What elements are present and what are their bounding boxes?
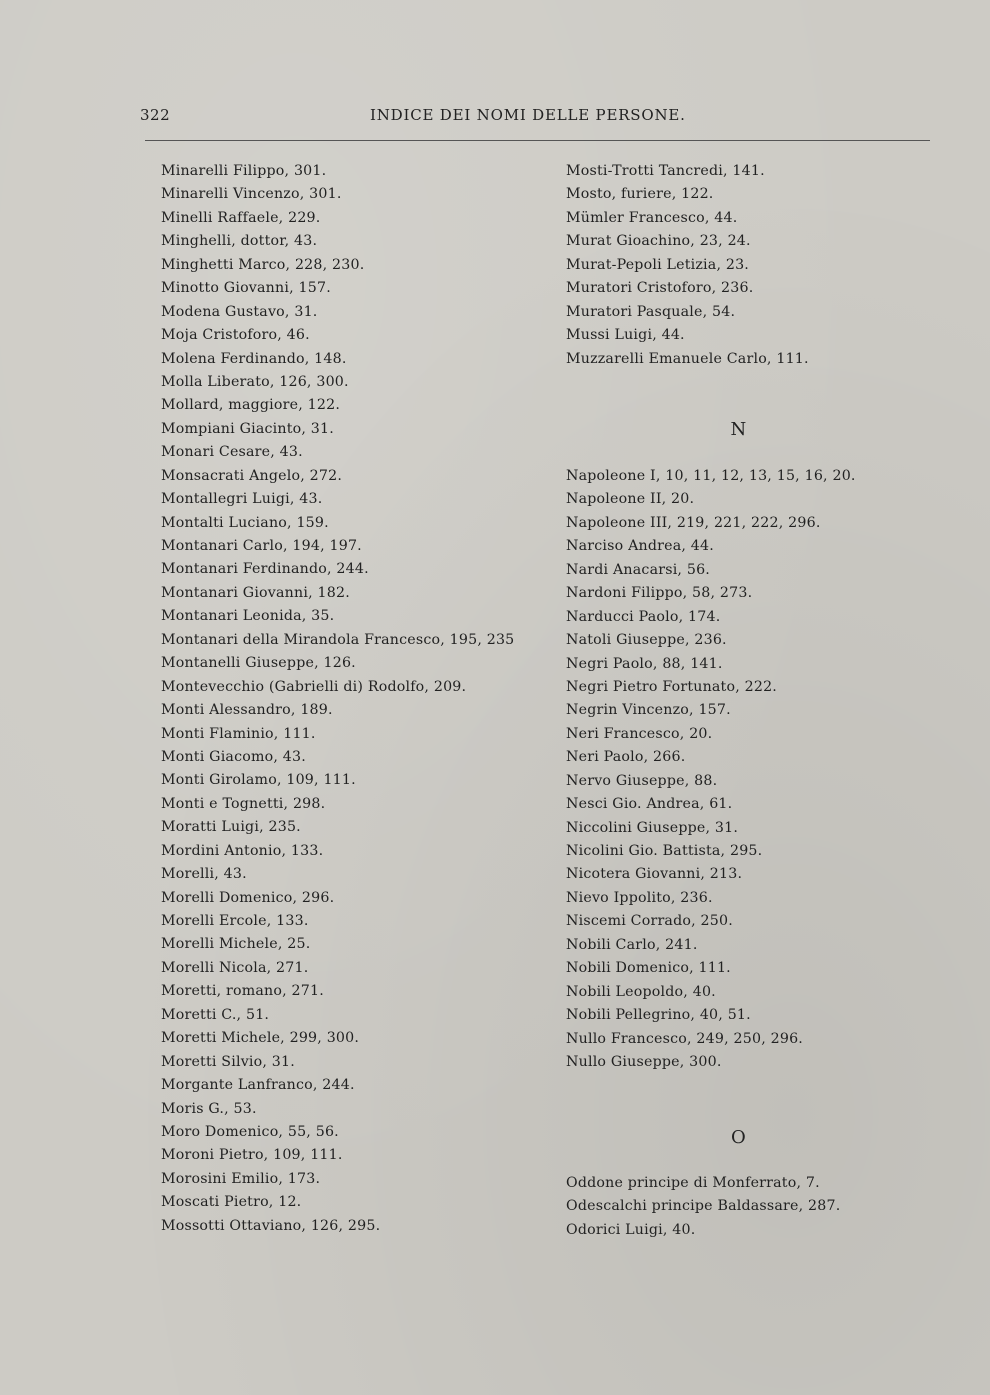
n-entries [566, 465, 856, 1074]
running-head [140, 106, 930, 130]
index-entry: Monsacrati Angelo, 272. [161, 467, 343, 484]
index-entry: Morelli Domenico, 296. [161, 889, 335, 906]
index-entry: Montallegri Luigi, 43. [161, 491, 323, 508]
index-entry: Mümler Francesco, 44. [566, 209, 738, 226]
index-entry: Moretti Michele, 299, 300. [161, 1030, 360, 1047]
index-entry: Monari Cesare, 43. [161, 444, 303, 461]
index-entry: Nobili Pellegrino, 40, 51. [566, 1007, 751, 1024]
index-entry: Monti Alessandro, 189. [161, 702, 333, 719]
index-entry: Minarelli Vincenzo, 301. [161, 186, 342, 203]
index-entry: Nesci Gio. Andrea, 61. [566, 796, 733, 813]
index-entry: Neri Francesco, 20. [566, 725, 713, 742]
index-entry: Moro Domenico, 55, 56. [161, 1123, 339, 1140]
index-entry: Negrin Vincenzo, 157. [566, 702, 731, 719]
header-rule [145, 140, 930, 141]
index-entry: Odescalchi principe Baldassare, 287. [566, 1198, 841, 1215]
index-entry: Odorici Luigi, 40. [566, 1221, 696, 1238]
index-entry: Muzzarelli Emanuele Carlo, 111. [566, 350, 809, 367]
index-entry: Murat-Pepoli Letizia, 23. [566, 256, 750, 273]
index-entry: Monti Flaminio, 111. [161, 725, 316, 742]
index-entry: Moroni Pietro, 109, 111. [161, 1147, 343, 1164]
index-entry: Napoleone III, 219, 221, 222, 296. [566, 514, 821, 531]
index-entry: Moretti C., 51. [161, 1006, 270, 1023]
index-entry: Minarelli Filippo, 301. [161, 163, 327, 179]
index-entry: Moratti Luigi, 235. [161, 819, 301, 836]
index-entry: Moscati Pietro, 12. [161, 1194, 302, 1211]
index-entry: Montalti Luciano, 159. [161, 514, 329, 531]
index-entry: Morelli Ercole, 133. [161, 913, 309, 929]
index-entry: Napoleone II, 20. [566, 491, 695, 508]
index-entry: Moris G., 53. [161, 1100, 257, 1117]
index-entry: Montanari Leonida, 35. [161, 608, 335, 625]
index-entry: Narciso Andrea, 44. [566, 538, 714, 555]
index-entry: Niccolini Giuseppe, 31. [566, 819, 739, 836]
index-entry: Nicotera Giovanni, 213. [566, 866, 743, 883]
index-entry: Moretti, romano, 271. [161, 983, 324, 1000]
index-entry: Moretti Silvio, 31. [161, 1053, 295, 1070]
index-entry: Nullo Francesco, 249, 250, 296. [566, 1030, 804, 1047]
index-entry: Montanari Carlo, 194, 197. [161, 538, 362, 554]
index-entry: Nobili Leopoldo, 40. [566, 983, 716, 1000]
index-entry: Moja Cristoforo, 46. [161, 327, 310, 344]
index-entry: Mussi Luigi, 44. [566, 327, 685, 344]
index-entry: Minghetti Marco, 228, 230. [161, 256, 365, 273]
index-entry: Muratori Pasquale, 54. [566, 303, 736, 320]
m-entries-continued [566, 160, 809, 371]
index-entry: Montanari Ferdinando, 244. [161, 561, 369, 578]
index-entry: Muratori Cristoforo, 236. [566, 280, 754, 297]
index-entry: Molena Ferdinando, 148. [161, 350, 347, 367]
index-entry: Nullo Giuseppe, 300. [566, 1053, 722, 1070]
index-entry: Neri Paolo, 266. [566, 749, 686, 766]
o-entries [566, 1172, 840, 1242]
index-entry: Murat Gioachino, 23, 24. [566, 233, 751, 250]
index-entry: Montanelli Giuseppe, 126. [161, 655, 356, 672]
index-entry: Nervo Giuseppe, 88. [566, 772, 718, 789]
index-entry: Oddone principe di Monferrato, 7. [566, 1175, 820, 1191]
index-entry: Mordini Antonio, 133. [161, 842, 324, 859]
index-entry: Modena Gustavo, 31. [161, 303, 318, 320]
page-number: 322 [140, 106, 171, 124]
index-entry: Nobili Domenico, 111. [566, 960, 731, 977]
index-entry: Minelli Raffaele, 229. [161, 209, 321, 226]
index-entry: Narducci Paolo, 174. [566, 608, 721, 625]
index-entry: Morgante Lanfranco, 244. [161, 1077, 355, 1094]
index-entry: Nardoni Filippo, 58, 273. [566, 585, 753, 602]
index-entry: Morelli Nicola, 271. [161, 959, 309, 976]
index-entry: Natoli Giuseppe, 236. [566, 632, 727, 649]
index-entry: Niscemi Corrado, 250. [566, 913, 733, 930]
index-entry: Nardi Anacarsi, 56. [566, 561, 711, 578]
section-letter-o: O [731, 1127, 746, 1148]
index-entry: Mossotti Ottaviano, 126, 295. [161, 1217, 381, 1234]
page-title: INDICE DEI NOMI DELLE PERSONE. [370, 106, 686, 124]
left-column [161, 160, 541, 1238]
index-entry: Montevecchio (Gabrielli di) Rodolfo, 209. [161, 678, 467, 695]
index-entry: Morosini Emilio, 173. [161, 1170, 321, 1187]
index-entry: Morelli Michele, 25. [161, 936, 311, 953]
index-entry: Montanari della Mirandola Francesco, 195, 235 [161, 631, 515, 648]
index-entry: Napoleone I, 10, 11, 12, 13, 15, 16, 20. [566, 468, 856, 484]
index-entry: Mollard, maggiore, 122. [161, 397, 341, 414]
index-entry: Nobili Carlo, 241. [566, 936, 698, 953]
index-entry: Minotto Giovanni, 157. [161, 280, 331, 297]
index-entry: Molla Liberato, 126, 300. [161, 373, 349, 390]
index-entry: Minghelli, dottor, 43. [161, 233, 318, 250]
index-entry: Monti e Tognetti, 298. [161, 795, 326, 812]
index-entry: Morelli, 43. [161, 866, 247, 883]
index-entry: Nicolini Gio. Battista, 295. [566, 843, 763, 859]
index-entry: Monti Giacomo, 43. [161, 748, 306, 765]
index-entry: Monti Girolamo, 109, 111. [161, 772, 356, 789]
index-entry: Mompiani Giacinto, 31. [161, 420, 334, 437]
index-entry: Negri Paolo, 88, 141. [566, 655, 723, 672]
index-entry: Montanari Giovanni, 182. [161, 584, 350, 601]
index-entry: Mosti-Trotti Tancredi, 141. [566, 163, 765, 179]
section-letter-n: N [730, 419, 747, 440]
index-entry: Nievo Ippolito, 236. [566, 889, 713, 906]
index-entry: Negri Pietro Fortunato, 222. [566, 678, 778, 695]
index-entry: Mosto, furiere, 122. [566, 186, 714, 203]
